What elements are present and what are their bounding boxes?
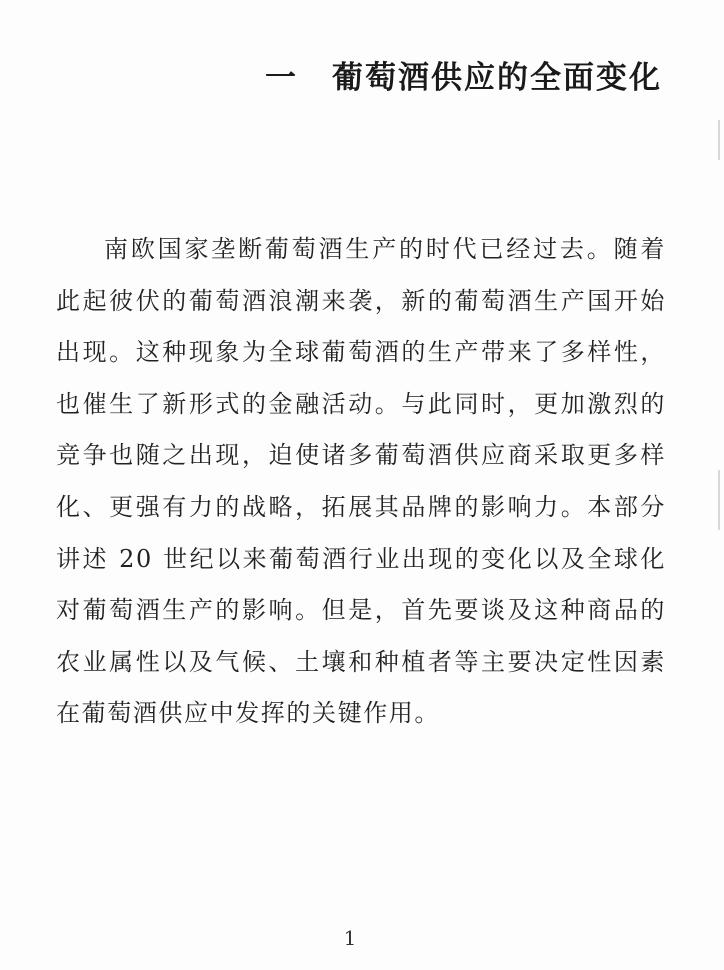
body-paragraph: 南欧国家垄断葡萄酒生产的时代已经过去。随着此起彼伏的葡萄酒浪潮来袭，新的葡萄酒生产国开始出现。这种现象为全球葡萄酒的生产带来了多样性，也催生了新形式的金融活动。与此同时，更加激烈的竞争也随之出现，迫使诸多葡萄酒供应商采取更多样化、更强有力的战略，拓展其品牌的影响力。本部分讲述 20 世纪以来葡萄酒行业出现的变化以及全球化对葡萄酒生产的影响。但是，首先要谈及这种商品的农业属性以及气候、土壤和种植者等主要决定性因素在葡萄酒供应中发挥的关键作用。 <box>56 235 666 728</box>
chapter-heading <box>265 52 662 97</box>
chapter-number: 一 <box>265 60 298 96</box>
chapter-title: 葡萄酒供应的全面变化 <box>332 60 662 96</box>
page-number: 1 <box>343 926 357 950</box>
scan-edge-mark <box>718 120 720 160</box>
scan-edge-mark <box>718 470 720 530</box>
